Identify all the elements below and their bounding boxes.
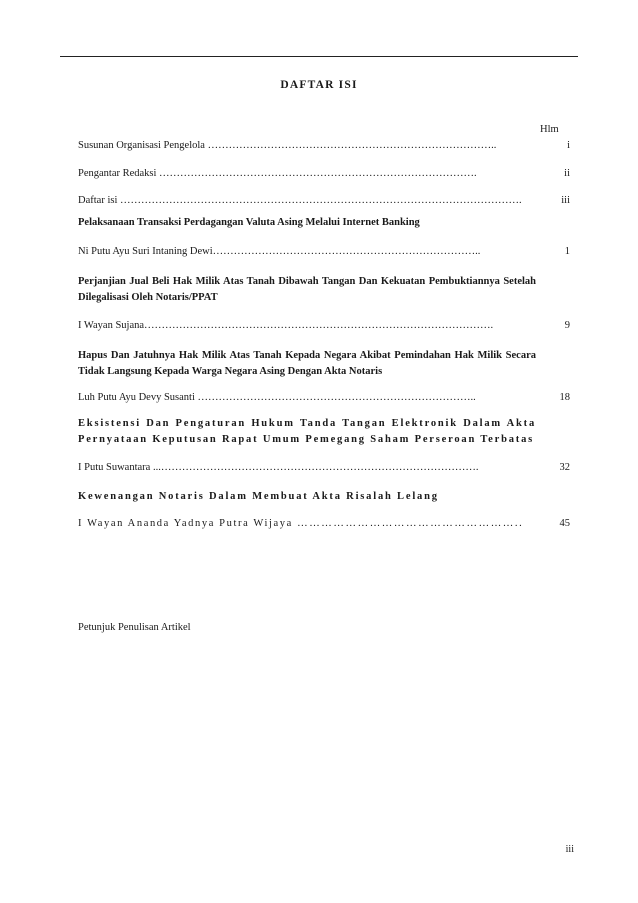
toc-entry-label: Pengantar Redaksi ………………………………………………………………………………. — [78, 168, 477, 179]
article-author: Ni Putu Ayu Suri Intaning Dewi………………………………………………………………….. — [78, 246, 481, 257]
article-author: I Wayan Ananda Yadnya Putra Wijaya ……………………………………………….. — [78, 518, 524, 529]
toc-entry-label: Daftar isi ……………………………………………………………………………………………………. — [78, 195, 522, 206]
article-author: I Wayan Sujana………………………………………………………………………………………. — [78, 320, 494, 331]
article-title[interactable]: Hapus Dan Jatuhnya Hak Milik Atas Tanah Kepada Negara Akibat Pemindahan Hak Milik Secara Tidak Langsung Kepada Warga Negara Asing Dengan Akta Notaris — [78, 350, 536, 377]
article-page: 9 — [564, 320, 570, 331]
article-page: 45 — [559, 518, 570, 529]
article-page: 18 — [559, 392, 570, 403]
article-title[interactable]: Eksistensi Dan Pengaturan Hukum Tanda Tangan Elektronik Dalam Akta Pernyataan Keputusan Rapat Umum Pemegang Saham Perseroan Terbatas — [78, 418, 536, 445]
top-rule — [60, 56, 578, 57]
article-title[interactable]: Kewenangan Notaris Dalam Membuat Akta Risalah Lelang — [78, 491, 439, 502]
article-page: 32 — [559, 462, 570, 473]
toc-entry-page: iii — [561, 195, 570, 206]
toc-entry-page: ii — [564, 168, 570, 179]
toc-entry-label: Susunan Organisasi Pengelola ……………………………………………………………………….. — [78, 140, 497, 151]
article-title[interactable]: Pelaksanaan Transaksi Perdagangan Valuta Asing Melalui Internet Banking — [78, 217, 420, 228]
page-column-header: Hlm — [540, 124, 559, 135]
article-page: 1 — [564, 246, 570, 257]
writing-guidelines-link[interactable]: Petunjuk Penulisan Artikel — [78, 622, 191, 633]
page-title: DAFTAR ISI — [280, 79, 358, 91]
page-number: iii — [565, 844, 574, 855]
article-author: Luh Putu Ayu Devy Susanti …………………………………………………………………….. — [78, 392, 476, 403]
article-author: I Putu Suwantara ...………………………………………………………………………………. — [78, 462, 479, 473]
article-title[interactable]: Perjanjian Jual Beli Hak Milik Atas Tanah Dibawah Tangan Dan Kekuatan Pembuktiannya Setelah Dilegalisasi Oleh Notaris/PPAT — [78, 276, 536, 303]
toc-entry-page: i — [567, 140, 570, 151]
